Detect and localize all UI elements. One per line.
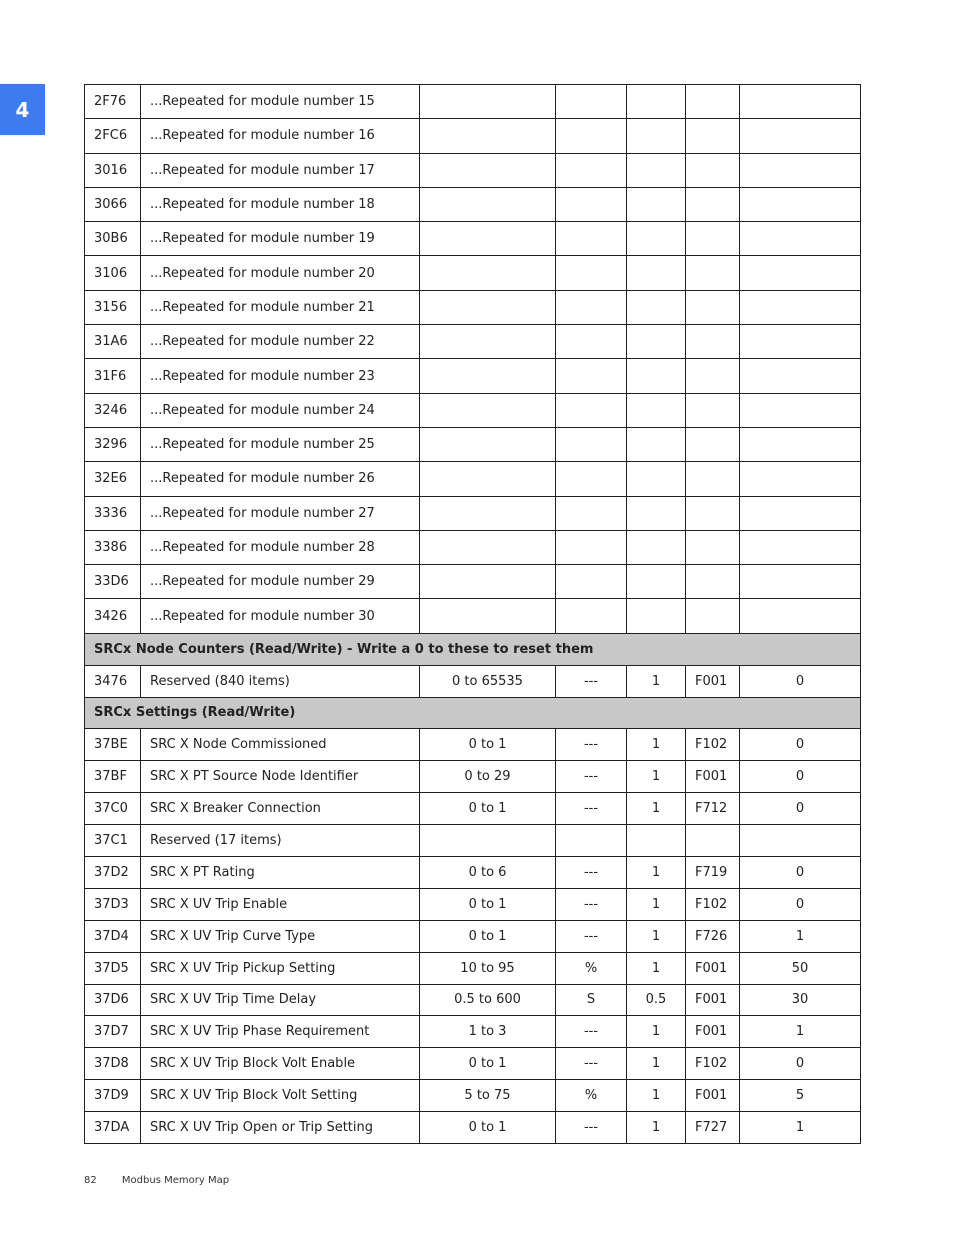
address-cell: 3016 xyxy=(85,153,141,187)
default-cell xyxy=(740,599,861,633)
units-cell xyxy=(556,187,627,221)
description-cell: SRC X UV Trip Time Delay xyxy=(141,984,420,1016)
table-row xyxy=(85,952,861,984)
step-cell: 1 xyxy=(627,729,686,761)
default-cell: 1 xyxy=(740,1016,861,1048)
address-cell: 3386 xyxy=(85,530,141,564)
default-cell: 0 xyxy=(740,888,861,920)
units-cell: S xyxy=(556,984,627,1016)
range-cell: 0 to 1 xyxy=(420,793,556,825)
step-cell xyxy=(627,187,686,221)
format-cell xyxy=(686,187,740,221)
units-cell xyxy=(556,825,627,857)
range-cell xyxy=(420,427,556,461)
address-cell: 33D6 xyxy=(85,565,141,599)
step-cell: 1 xyxy=(627,888,686,920)
step-cell xyxy=(627,290,686,324)
units-cell xyxy=(556,496,627,530)
range-cell xyxy=(420,565,556,599)
address-cell: 3426 xyxy=(85,599,141,633)
step-cell: 1 xyxy=(627,1048,686,1080)
units-cell: --- xyxy=(556,761,627,793)
address-cell: 2F76 xyxy=(85,85,141,119)
units-cell xyxy=(556,565,627,599)
format-cell: F001 xyxy=(686,1016,740,1048)
page-footer xyxy=(84,1175,229,1186)
address-cell: 32E6 xyxy=(85,462,141,496)
default-cell: 30 xyxy=(740,984,861,1016)
table-row xyxy=(85,462,861,496)
format-cell xyxy=(686,496,740,530)
step-cell xyxy=(627,119,686,153)
range-cell: 0 to 6 xyxy=(420,856,556,888)
description-cell: SRC X PT Source Node Identifier xyxy=(141,761,420,793)
default-cell: 1 xyxy=(740,920,861,952)
default-cell: 1 xyxy=(740,1112,861,1144)
address-cell: 31F6 xyxy=(85,359,141,393)
default-cell xyxy=(740,290,861,324)
table-row xyxy=(85,793,861,825)
units-cell xyxy=(556,153,627,187)
range-cell xyxy=(420,290,556,324)
default-cell xyxy=(740,393,861,427)
range-cell xyxy=(420,222,556,256)
description-cell: SRC X UV Trip Curve Type xyxy=(141,920,420,952)
format-cell xyxy=(686,290,740,324)
description-cell: ...Repeated for module number 17 xyxy=(141,153,420,187)
default-cell: 0 xyxy=(740,856,861,888)
address-cell: 37D5 xyxy=(85,952,141,984)
units-cell xyxy=(556,599,627,633)
step-cell xyxy=(627,599,686,633)
range-cell xyxy=(420,187,556,221)
units-cell xyxy=(556,256,627,290)
default-cell: 0 xyxy=(740,761,861,793)
format-cell: F726 xyxy=(686,920,740,952)
range-cell: 5 to 75 xyxy=(420,1080,556,1112)
units-cell xyxy=(556,393,627,427)
address-cell: 37D4 xyxy=(85,920,141,952)
description-cell: SRC X UV Trip Pickup Setting xyxy=(141,952,420,984)
default-cell: 0 xyxy=(740,665,861,697)
description-cell: SRC X UV Trip Open or Trip Setting xyxy=(141,1112,420,1144)
units-cell xyxy=(556,290,627,324)
range-cell xyxy=(420,256,556,290)
address-cell: 31A6 xyxy=(85,325,141,359)
address-cell: 37BF xyxy=(85,761,141,793)
range-cell xyxy=(420,599,556,633)
step-cell: 1 xyxy=(627,920,686,952)
range-cell: 0 to 1 xyxy=(420,920,556,952)
table-row xyxy=(85,856,861,888)
table-row xyxy=(85,222,861,256)
format-cell: F001 xyxy=(686,952,740,984)
table-row xyxy=(85,359,861,393)
default-cell: 0 xyxy=(740,1048,861,1080)
description-cell: SRC X Breaker Connection xyxy=(141,793,420,825)
units-cell xyxy=(556,85,627,119)
section-title: SRCx Settings (Read/Write) xyxy=(85,697,861,729)
description-cell: ...Repeated for module number 28 xyxy=(141,530,420,564)
step-cell: 1 xyxy=(627,793,686,825)
table-row xyxy=(85,427,861,461)
default-cell xyxy=(740,565,861,599)
range-cell: 0.5 to 600 xyxy=(420,984,556,1016)
units-cell xyxy=(556,359,627,393)
table-row xyxy=(85,1112,861,1144)
address-cell: 37D9 xyxy=(85,1080,141,1112)
description-cell: ...Repeated for module number 26 xyxy=(141,462,420,496)
default-cell xyxy=(740,187,861,221)
units-cell: --- xyxy=(556,1048,627,1080)
range-cell xyxy=(420,119,556,153)
range-cell xyxy=(420,530,556,564)
description-cell: ...Repeated for module number 22 xyxy=(141,325,420,359)
address-cell: 37DA xyxy=(85,1112,141,1144)
format-cell xyxy=(686,599,740,633)
footer-title: Modbus Memory Map xyxy=(121,1175,230,1186)
step-cell xyxy=(627,222,686,256)
table-row xyxy=(85,888,861,920)
description-cell: ...Repeated for module number 20 xyxy=(141,256,420,290)
range-cell xyxy=(420,153,556,187)
description-cell: ...Repeated for module number 15 xyxy=(141,85,420,119)
range-cell xyxy=(420,359,556,393)
description-cell: SRC X PT Rating xyxy=(141,856,420,888)
format-cell xyxy=(686,119,740,153)
range-cell: 1 to 3 xyxy=(420,1016,556,1048)
address-cell: 37BE xyxy=(85,729,141,761)
default-cell xyxy=(740,530,861,564)
range-cell xyxy=(420,496,556,530)
units-cell: --- xyxy=(556,920,627,952)
table-row xyxy=(85,761,861,793)
default-cell xyxy=(740,825,861,857)
description-cell: SRC X UV Trip Enable xyxy=(141,888,420,920)
default-cell: 50 xyxy=(740,952,861,984)
units-cell: --- xyxy=(556,729,627,761)
address-cell: 3156 xyxy=(85,290,141,324)
description-cell: Reserved (17 items) xyxy=(141,825,420,857)
description-cell: SRC X Node Commissioned xyxy=(141,729,420,761)
default-cell xyxy=(740,153,861,187)
units-cell: --- xyxy=(556,856,627,888)
memory-map-table xyxy=(84,84,861,1144)
range-cell: 0 to 65535 xyxy=(420,665,556,697)
table-row xyxy=(85,599,861,633)
step-cell xyxy=(627,565,686,599)
step-cell: 1 xyxy=(627,952,686,984)
table-row xyxy=(85,85,861,119)
format-cell xyxy=(686,256,740,290)
description-cell: ...Repeated for module number 29 xyxy=(141,565,420,599)
table-row xyxy=(85,1048,861,1080)
memory-map-body xyxy=(85,85,861,1144)
address-cell: 37C1 xyxy=(85,825,141,857)
table-row xyxy=(85,984,861,1016)
address-cell: 37D6 xyxy=(85,984,141,1016)
default-cell xyxy=(740,462,861,496)
format-cell: F001 xyxy=(686,761,740,793)
address-cell: 37D2 xyxy=(85,856,141,888)
section-header-row xyxy=(85,697,861,729)
description-cell: SRC X UV Trip Block Volt Setting xyxy=(141,1080,420,1112)
default-cell: 0 xyxy=(740,729,861,761)
default-cell: 5 xyxy=(740,1080,861,1112)
table-row xyxy=(85,187,861,221)
step-cell: 1 xyxy=(627,665,686,697)
table-row xyxy=(85,1080,861,1112)
address-cell: 37D8 xyxy=(85,1048,141,1080)
default-cell xyxy=(740,325,861,359)
table-row xyxy=(85,119,861,153)
range-cell xyxy=(420,325,556,359)
description-cell: ...Repeated for module number 27 xyxy=(141,496,420,530)
format-cell xyxy=(686,359,740,393)
step-cell xyxy=(627,153,686,187)
units-cell xyxy=(556,427,627,461)
address-cell: 30B6 xyxy=(85,222,141,256)
step-cell: 1 xyxy=(627,761,686,793)
range-cell: 10 to 95 xyxy=(420,952,556,984)
format-cell xyxy=(686,393,740,427)
address-cell: 3476 xyxy=(85,665,141,697)
range-cell: 0 to 29 xyxy=(420,761,556,793)
units-cell xyxy=(556,222,627,256)
range-cell: 0 to 1 xyxy=(420,1112,556,1144)
table-row xyxy=(85,496,861,530)
description-cell: SRC X UV Trip Block Volt Enable xyxy=(141,1048,420,1080)
range-cell xyxy=(420,85,556,119)
default-cell xyxy=(740,85,861,119)
step-cell xyxy=(627,256,686,290)
format-cell: F102 xyxy=(686,888,740,920)
range-cell: 0 to 1 xyxy=(420,888,556,920)
address-cell: 2FC6 xyxy=(85,119,141,153)
table-row xyxy=(85,1016,861,1048)
table-row xyxy=(85,256,861,290)
step-cell: 1 xyxy=(627,856,686,888)
chapter-tab: 4 xyxy=(0,84,45,135)
description-cell: ...Repeated for module number 30 xyxy=(141,599,420,633)
address-cell: 3066 xyxy=(85,187,141,221)
step-cell: 1 xyxy=(627,1016,686,1048)
format-cell xyxy=(686,825,740,857)
default-cell xyxy=(740,427,861,461)
description-cell: ...Repeated for module number 16 xyxy=(141,119,420,153)
format-cell: F001 xyxy=(686,984,740,1016)
units-cell: % xyxy=(556,952,627,984)
format-cell: F001 xyxy=(686,665,740,697)
format-cell xyxy=(686,530,740,564)
format-cell xyxy=(686,462,740,496)
step-cell: 0.5 xyxy=(627,984,686,1016)
step-cell xyxy=(627,825,686,857)
default-cell xyxy=(740,222,861,256)
step-cell xyxy=(627,427,686,461)
table-row xyxy=(85,153,861,187)
description-cell: ...Repeated for module number 18 xyxy=(141,187,420,221)
step-cell xyxy=(627,393,686,427)
address-cell: 3296 xyxy=(85,427,141,461)
address-cell: 3106 xyxy=(85,256,141,290)
table-row xyxy=(85,825,861,857)
range-cell xyxy=(420,825,556,857)
description-cell: ...Repeated for module number 24 xyxy=(141,393,420,427)
address-cell: 37D7 xyxy=(85,1016,141,1048)
format-cell xyxy=(686,427,740,461)
format-cell: F102 xyxy=(686,729,740,761)
description-cell: Reserved (840 items) xyxy=(141,665,420,697)
description-cell: ...Repeated for module number 19 xyxy=(141,222,420,256)
section-title: SRCx Node Counters (Read/Write) - Write a 0 to these to reset them xyxy=(85,633,861,665)
format-cell xyxy=(686,325,740,359)
format-cell: F102 xyxy=(686,1048,740,1080)
format-cell: F001 xyxy=(686,1080,740,1112)
default-cell xyxy=(740,359,861,393)
address-cell: 3336 xyxy=(85,496,141,530)
description-cell: ...Repeated for module number 23 xyxy=(141,359,420,393)
units-cell xyxy=(556,462,627,496)
units-cell xyxy=(556,530,627,564)
units-cell: --- xyxy=(556,665,627,697)
range-cell: 0 to 1 xyxy=(420,1048,556,1080)
step-cell: 1 xyxy=(627,1080,686,1112)
format-cell xyxy=(686,222,740,256)
range-cell: 0 to 1 xyxy=(420,729,556,761)
step-cell xyxy=(627,325,686,359)
table-row xyxy=(85,325,861,359)
address-cell: 37C0 xyxy=(85,793,141,825)
page-number: 82 xyxy=(84,1175,97,1186)
description-cell: ...Repeated for module number 25 xyxy=(141,427,420,461)
default-cell xyxy=(740,256,861,290)
default-cell: 0 xyxy=(740,793,861,825)
default-cell xyxy=(740,119,861,153)
step-cell xyxy=(627,85,686,119)
table-row xyxy=(85,530,861,564)
format-cell: F712 xyxy=(686,793,740,825)
table-row xyxy=(85,393,861,427)
step-cell xyxy=(627,530,686,564)
address-cell: 37D3 xyxy=(85,888,141,920)
table-row xyxy=(85,920,861,952)
units-cell xyxy=(556,325,627,359)
units-cell: % xyxy=(556,1080,627,1112)
format-cell xyxy=(686,153,740,187)
step-cell xyxy=(627,496,686,530)
units-cell: --- xyxy=(556,793,627,825)
address-cell: 3246 xyxy=(85,393,141,427)
range-cell xyxy=(420,462,556,496)
format-cell: F719 xyxy=(686,856,740,888)
table-row xyxy=(85,290,861,324)
step-cell: 1 xyxy=(627,1112,686,1144)
description-cell: SRC X UV Trip Phase Requirement xyxy=(141,1016,420,1048)
description-cell: ...Repeated for module number 21 xyxy=(141,290,420,324)
units-cell: --- xyxy=(556,1016,627,1048)
table-row xyxy=(85,665,861,697)
table-row xyxy=(85,729,861,761)
format-cell xyxy=(686,85,740,119)
format-cell: F727 xyxy=(686,1112,740,1144)
range-cell xyxy=(420,393,556,427)
step-cell xyxy=(627,462,686,496)
units-cell xyxy=(556,119,627,153)
step-cell xyxy=(627,359,686,393)
table-row xyxy=(85,565,861,599)
section-header-row xyxy=(85,633,861,665)
default-cell xyxy=(740,496,861,530)
units-cell: --- xyxy=(556,888,627,920)
format-cell xyxy=(686,565,740,599)
units-cell: --- xyxy=(556,1112,627,1144)
